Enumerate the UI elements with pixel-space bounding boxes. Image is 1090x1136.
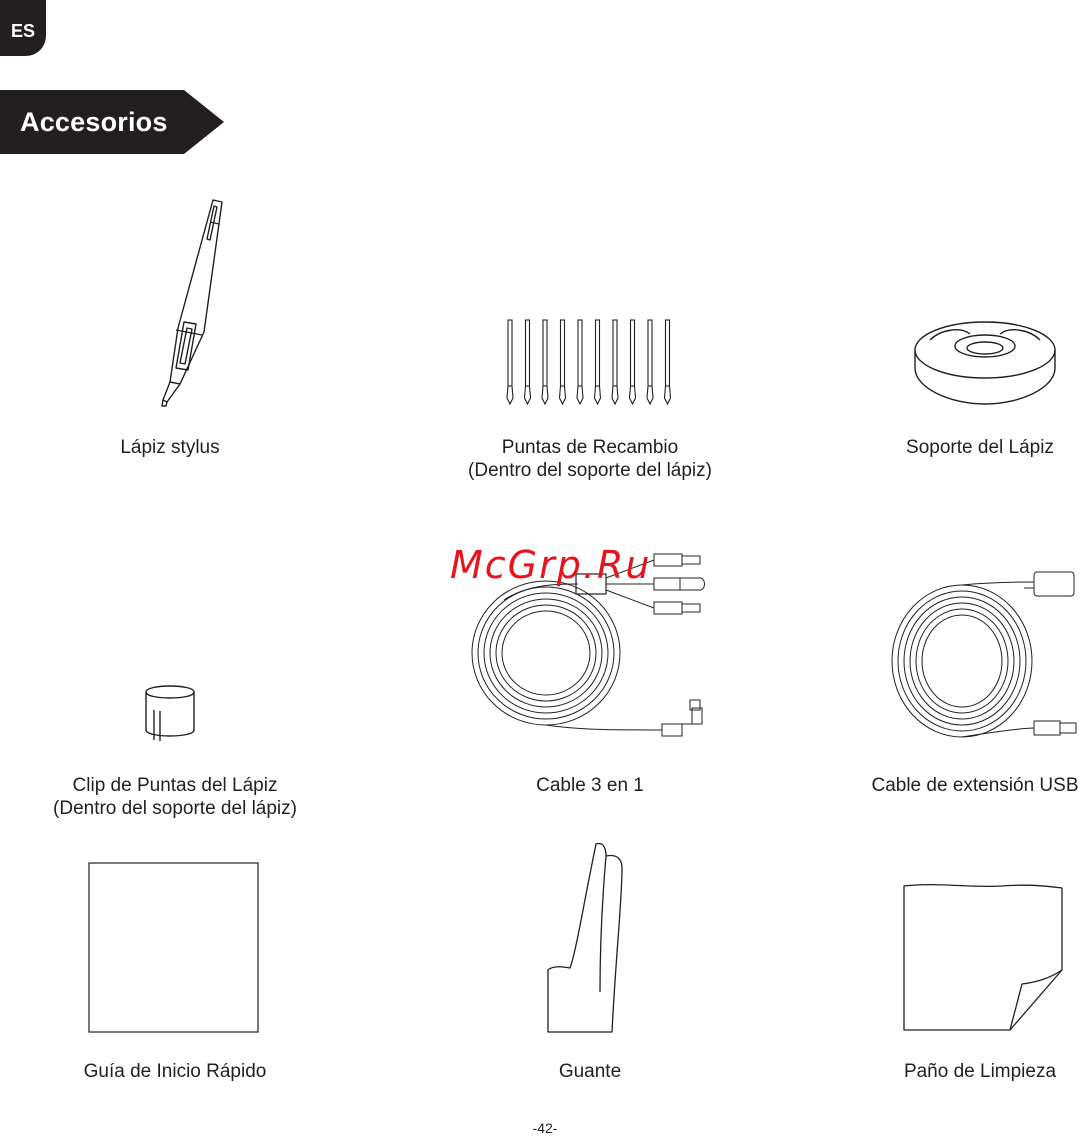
caption-replacement-nibs bbox=[440, 436, 740, 482]
language-tab-label: ES bbox=[10, 20, 35, 41]
nib-clip-icon bbox=[130, 680, 210, 744]
caption-three-in-one-cable bbox=[490, 774, 690, 797]
glove-icon bbox=[540, 842, 640, 1036]
nib-icon bbox=[612, 320, 618, 404]
nib-icon bbox=[560, 320, 566, 404]
stylus-pen-icon bbox=[140, 192, 240, 412]
caption-line: Cable 3 en 1 bbox=[536, 775, 644, 796]
caption-line: Cable de extensión USB bbox=[871, 775, 1079, 796]
usb-extension-cable-icon bbox=[884, 566, 1080, 766]
caption-line: Soporte del Lápiz bbox=[906, 437, 1054, 458]
caption-stylus-pen bbox=[80, 436, 260, 459]
caption-pen-holder bbox=[880, 436, 1080, 459]
nib-icon bbox=[507, 320, 513, 404]
page-number: -42- bbox=[532, 1120, 558, 1136]
caption-line: Paño de Limpieza bbox=[903, 1061, 1057, 1082]
section-banner bbox=[0, 90, 224, 154]
caption-line: (Dentro del soporte del lápiz) bbox=[468, 460, 712, 481]
caption-quick-start-guide bbox=[60, 1060, 290, 1083]
caption-cleaning-cloth bbox=[870, 1060, 1090, 1083]
nib-icon bbox=[542, 320, 548, 404]
nib-icon bbox=[647, 320, 653, 404]
caption-line: Guante bbox=[558, 1061, 622, 1082]
nib-icon bbox=[630, 320, 636, 404]
caption-line: Puntas de Recambio bbox=[501, 437, 679, 458]
nib-icon bbox=[595, 320, 601, 404]
caption-line: Clip de Puntas del Lápiz bbox=[72, 775, 278, 796]
pen-holder-icon bbox=[910, 316, 1060, 408]
watermark: McGrp.Ru bbox=[450, 543, 652, 587]
caption-line: Guía de Inicio Rápido bbox=[83, 1061, 267, 1082]
quick-start-guide-icon bbox=[88, 862, 260, 1034]
nib-icon bbox=[577, 320, 583, 404]
replacement-nibs-icon bbox=[500, 318, 680, 410]
caption-usb-extension-cable bbox=[860, 774, 1090, 797]
section-title: Accesorios bbox=[20, 107, 168, 137]
caption-nib-clip bbox=[40, 774, 310, 820]
language-tab bbox=[0, 0, 46, 56]
caption-line: Lápiz stylus bbox=[120, 437, 220, 458]
nib-icon bbox=[525, 320, 531, 404]
caption-glove bbox=[500, 1060, 680, 1083]
nib-icon bbox=[665, 320, 671, 404]
cleaning-cloth-icon bbox=[898, 880, 1064, 1032]
caption-line: (Dentro del soporte del lápiz) bbox=[53, 798, 297, 819]
